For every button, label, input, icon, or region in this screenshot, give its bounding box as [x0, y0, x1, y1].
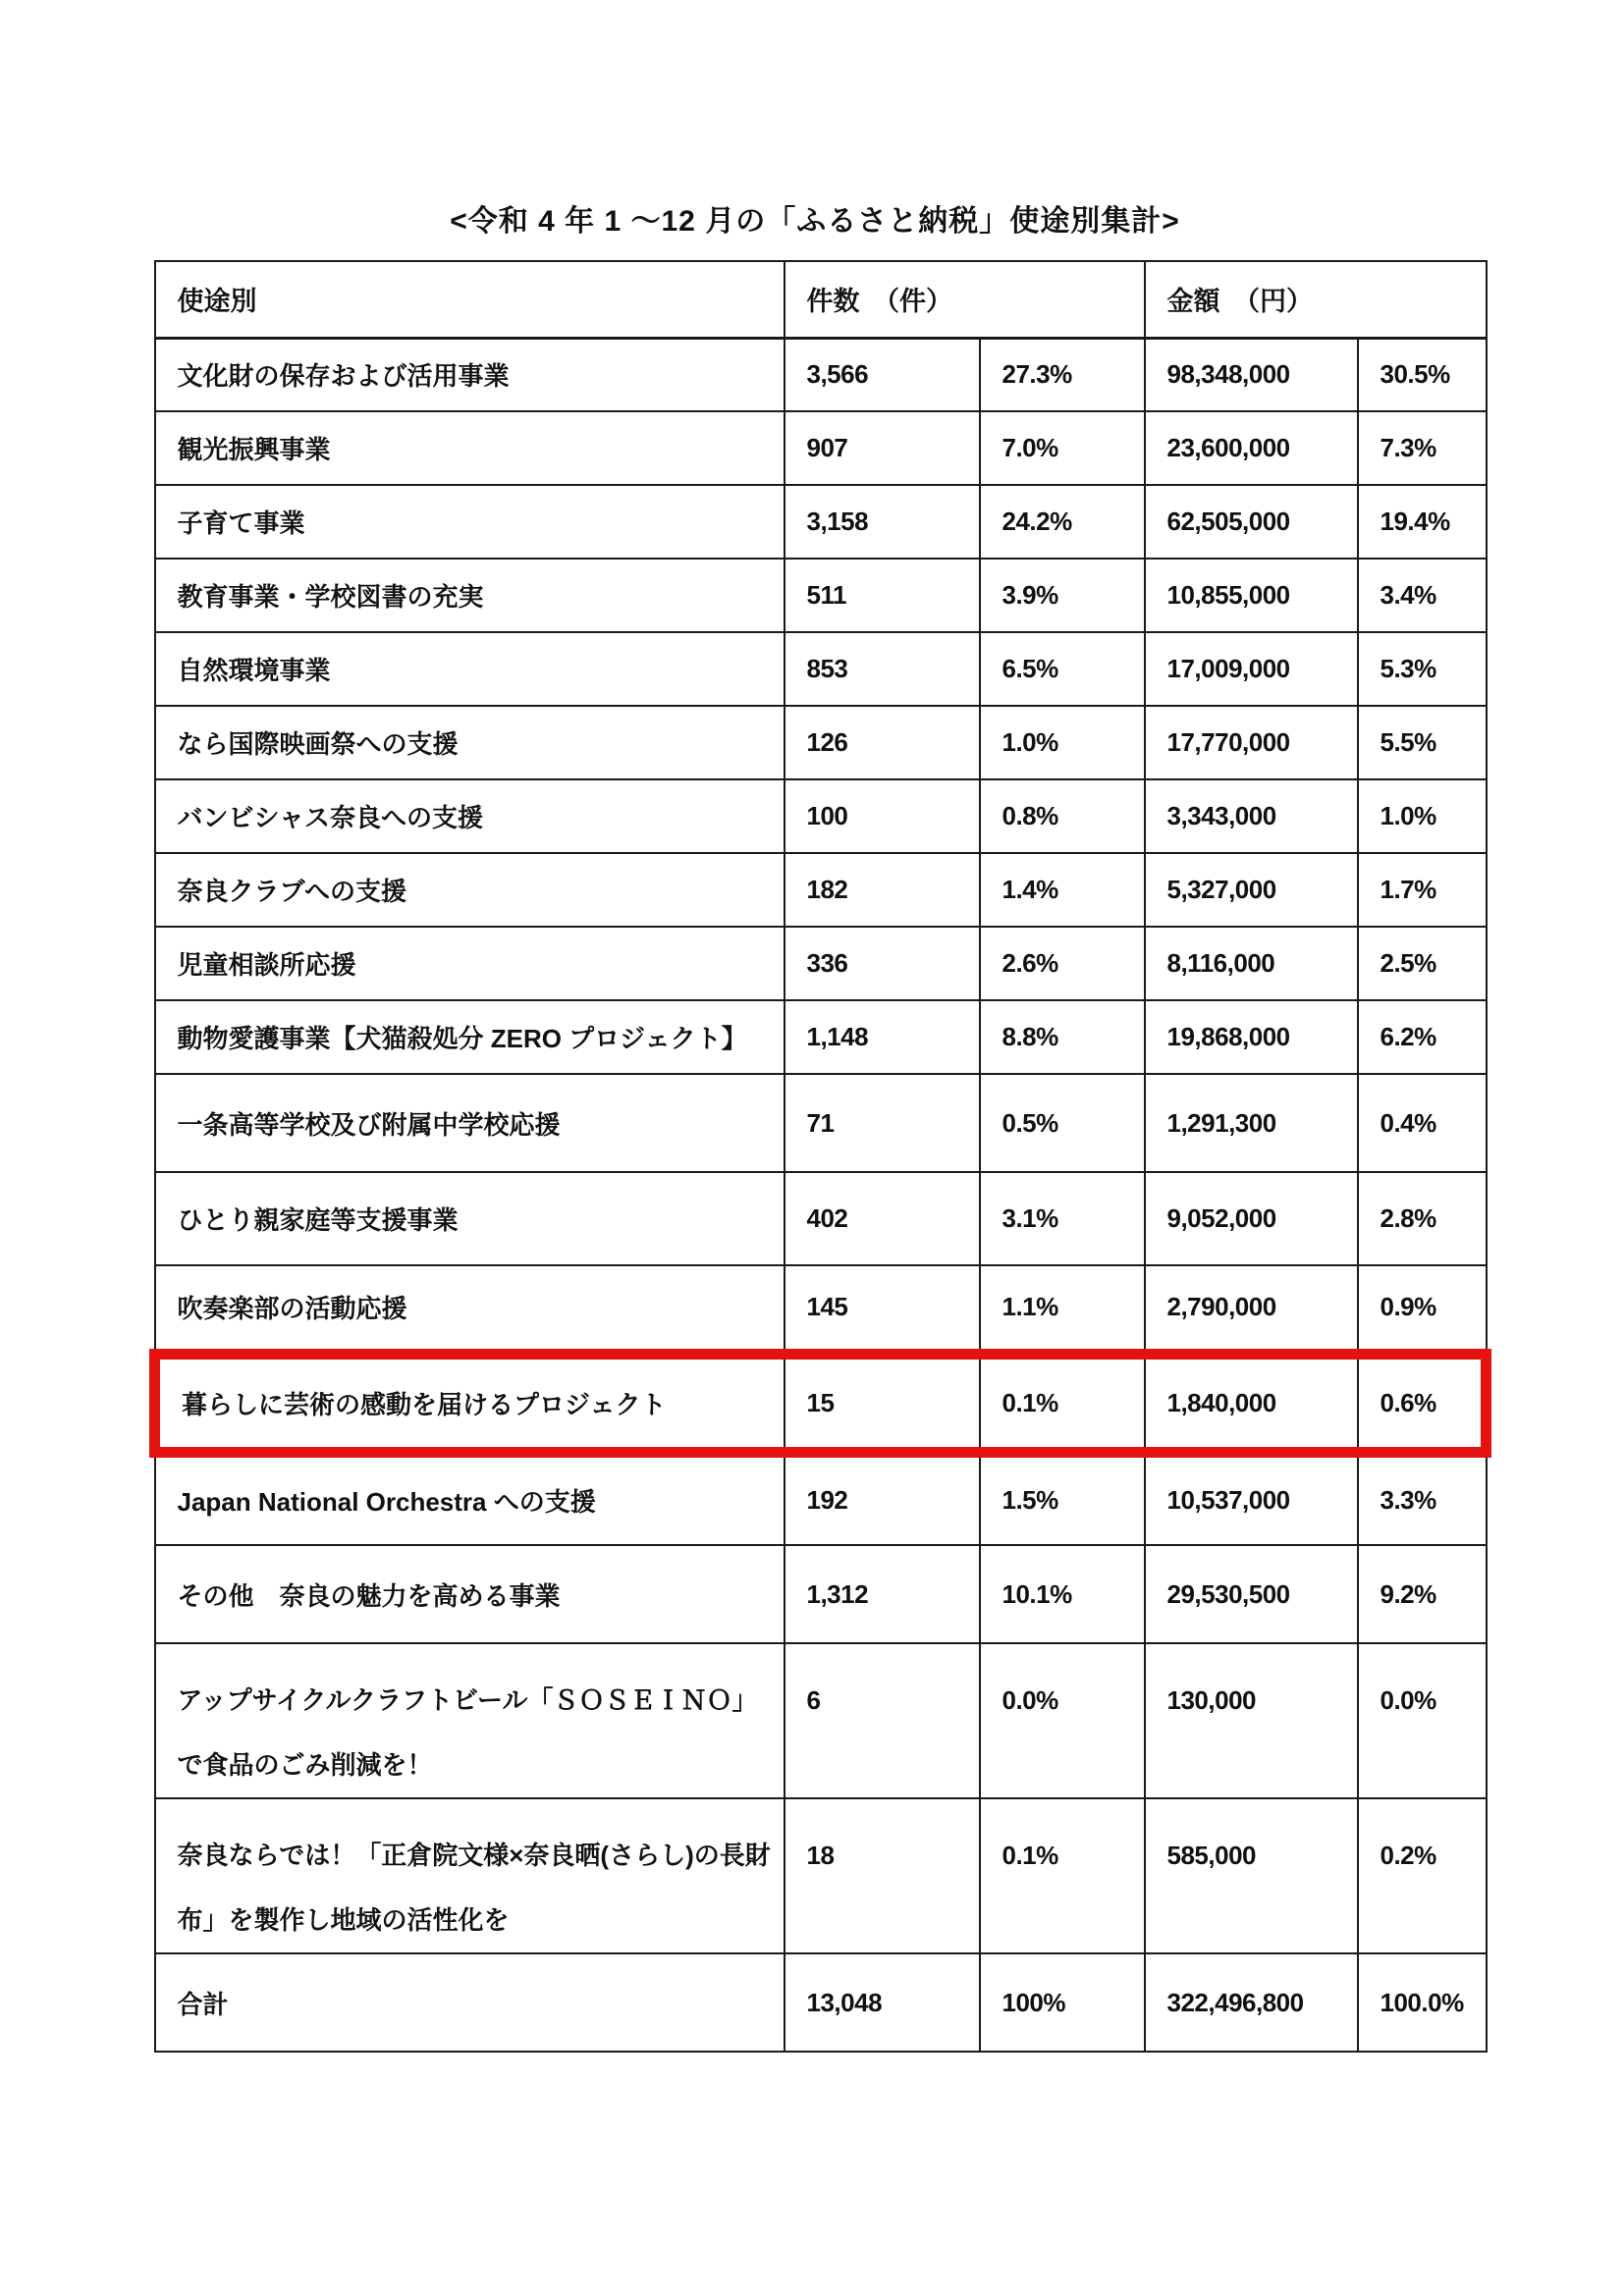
header-count: 件数 （件）	[785, 261, 1145, 338]
usage-label: なら国際映画祭への支援	[155, 706, 785, 779]
amount-pct: 1.0%	[1358, 779, 1487, 853]
usage-label: Japan National Orchestra への支援	[155, 1452, 785, 1545]
count-value: 182	[785, 853, 980, 927]
usage-label: 教育事業・学校図書の充実	[155, 559, 785, 632]
highlighted-table-row	[155, 1354, 1487, 1452]
table-row	[155, 706, 1487, 779]
table-row	[155, 411, 1487, 485]
amount-value: 9,052,000	[1145, 1172, 1358, 1265]
total-amount-pct: 100.0%	[1358, 1953, 1487, 2052]
table-row	[155, 338, 1487, 411]
amount-value: 17,009,000	[1145, 632, 1358, 706]
count-value: 18	[785, 1798, 980, 1953]
table-body	[155, 338, 1487, 1953]
count-value: 3,158	[785, 485, 980, 559]
count-value: 336	[785, 927, 980, 1000]
count-pct: 27.3%	[980, 338, 1145, 411]
amount-value: 62,505,000	[1145, 485, 1358, 559]
usage-label: 動物愛護事業【犬猫殺処分 ZERO プロジェクト】	[155, 1000, 785, 1074]
count-pct: 0.5%	[980, 1074, 1145, 1172]
count-pct: 0.1%	[980, 1798, 1145, 1953]
count-pct: 6.5%	[980, 632, 1145, 706]
amount-value: 585,000	[1145, 1798, 1358, 1953]
usage-label: 児童相談所応援	[155, 927, 785, 1000]
amount-pct: 5.5%	[1358, 706, 1487, 779]
amount-value: 10,537,000	[1145, 1452, 1358, 1545]
count-value: 402	[785, 1172, 980, 1265]
table-row	[155, 1643, 1487, 1798]
amount-pct: 2.5%	[1358, 927, 1487, 1000]
count-pct: 8.8%	[980, 1000, 1145, 1074]
usage-label: バンビシャス奈良への支援	[155, 779, 785, 853]
count-pct: 2.6%	[980, 927, 1145, 1000]
table-row	[155, 1798, 1487, 1953]
table-row	[155, 632, 1487, 706]
table-row	[155, 1545, 1487, 1643]
count-pct: 7.0%	[980, 411, 1145, 485]
amount-value: 19,868,000	[1145, 1000, 1358, 1074]
count-value: 3,566	[785, 338, 980, 411]
amount-value: 5,327,000	[1145, 853, 1358, 927]
count-pct: 10.1%	[980, 1545, 1145, 1643]
amount-pct: 0.2%	[1358, 1798, 1487, 1953]
usage-label: アップサイクルクラフトビール「ＳＯＳＥＩＮＯ」で食品のごみ削減を！	[155, 1643, 785, 1798]
count-pct: 0.8%	[980, 779, 1145, 853]
header-amount: 金額 （円）	[1145, 261, 1487, 338]
total-row	[155, 1953, 1487, 2052]
count-value: 853	[785, 632, 980, 706]
amount-value: 8,116,000	[1145, 927, 1358, 1000]
count-value: 6	[785, 1643, 980, 1798]
count-pct: 1.0%	[980, 706, 1145, 779]
amount-value: 29,530,500	[1145, 1545, 1358, 1643]
count-pct: 0.0%	[980, 1643, 1145, 1798]
count-value: 71	[785, 1074, 980, 1172]
amount-pct: 3.3%	[1358, 1452, 1487, 1545]
table-row	[155, 1265, 1487, 1354]
count-pct: 1.5%	[980, 1452, 1145, 1545]
amount-pct: 0.4%	[1358, 1074, 1487, 1172]
amount-value: 10,855,000	[1145, 559, 1358, 632]
amount-value: 130,000	[1145, 1643, 1358, 1798]
usage-label: ひとり親家庭等支援事業	[155, 1172, 785, 1265]
usage-label: 一条高等学校及び附属中学校応援	[155, 1074, 785, 1172]
amount-value: 3,343,000	[1145, 779, 1358, 853]
usage-label: 奈良ならでは！「正倉院文様×奈良晒(さらし)の長財布」を製作し地域の活性化を	[155, 1798, 785, 1953]
count-value: 100	[785, 779, 980, 853]
amount-value: 1,291,300	[1145, 1074, 1358, 1172]
count-pct: 3.9%	[980, 559, 1145, 632]
count-value: 511	[785, 559, 980, 632]
table-row	[155, 779, 1487, 853]
amount-pct: 0.0%	[1358, 1643, 1487, 1798]
table-row	[155, 1172, 1487, 1265]
count-value: 192	[785, 1452, 980, 1545]
table-header-row	[155, 261, 1487, 338]
usage-label: 観光振興事業	[155, 411, 785, 485]
table-row	[155, 485, 1487, 559]
amount-pct: 2.8%	[1358, 1172, 1487, 1265]
count-pct: 3.1%	[980, 1172, 1145, 1265]
count-pct: 0.1%	[980, 1354, 1145, 1452]
table-row	[155, 1074, 1487, 1172]
count-value: 907	[785, 411, 980, 485]
amount-value: 1,840,000	[1145, 1354, 1358, 1452]
amount-value: 98,348,000	[1145, 338, 1358, 411]
amount-pct: 7.3%	[1358, 411, 1487, 485]
amount-value: 23,600,000	[1145, 411, 1358, 485]
amount-pct: 6.2%	[1358, 1000, 1487, 1074]
table-row	[155, 853, 1487, 927]
usage-label: 子育て事業	[155, 485, 785, 559]
usage-label: その他 奈良の魅力を高める事業	[155, 1545, 785, 1643]
count-pct: 1.4%	[980, 853, 1145, 927]
count-pct: 1.1%	[980, 1265, 1145, 1354]
usage-label: 暮らしに芸術の感動を届けるプロジェクト	[155, 1354, 785, 1452]
table-row	[155, 1452, 1487, 1545]
page-title: <令和 4 年 1 ～12 月の「ふるさと納税」使途別集計>	[450, 205, 1180, 238]
count-pct: 24.2%	[980, 485, 1145, 559]
count-value: 145	[785, 1265, 980, 1354]
amount-pct: 9.2%	[1358, 1545, 1487, 1643]
total-count: 13,048	[785, 1953, 980, 2052]
table-row	[155, 927, 1487, 1000]
table-row	[155, 1000, 1487, 1074]
count-value: 15	[785, 1354, 980, 1452]
count-value: 1,312	[785, 1545, 980, 1643]
amount-pct: 1.7%	[1358, 853, 1487, 927]
count-value: 1,148	[785, 1000, 980, 1074]
usage-label: 文化財の保存および活用事業	[155, 338, 785, 411]
amount-pct: 0.6%	[1358, 1354, 1487, 1452]
amount-pct: 5.3%	[1358, 632, 1487, 706]
total-amount: 322,496,800	[1145, 1953, 1358, 2052]
amount-pct: 3.4%	[1358, 559, 1487, 632]
header-usage: 使途別	[155, 261, 785, 338]
amount-value: 17,770,000	[1145, 706, 1358, 779]
count-value: 126	[785, 706, 980, 779]
usage-label: 自然環境事業	[155, 632, 785, 706]
total-count-pct: 100%	[980, 1953, 1145, 2052]
usage-table	[149, 260, 1491, 2053]
usage-label: 奈良クラブへの支援	[155, 853, 785, 927]
amount-pct: 19.4%	[1358, 485, 1487, 559]
usage-label: 吹奏楽部の活動応援	[155, 1265, 785, 1354]
amount-value: 2,790,000	[1145, 1265, 1358, 1354]
amount-pct: 0.9%	[1358, 1265, 1487, 1354]
usage-table-container	[149, 260, 1481, 2053]
amount-pct: 30.5%	[1358, 338, 1487, 411]
total-label: 合計	[155, 1953, 785, 2052]
table-row	[155, 559, 1487, 632]
